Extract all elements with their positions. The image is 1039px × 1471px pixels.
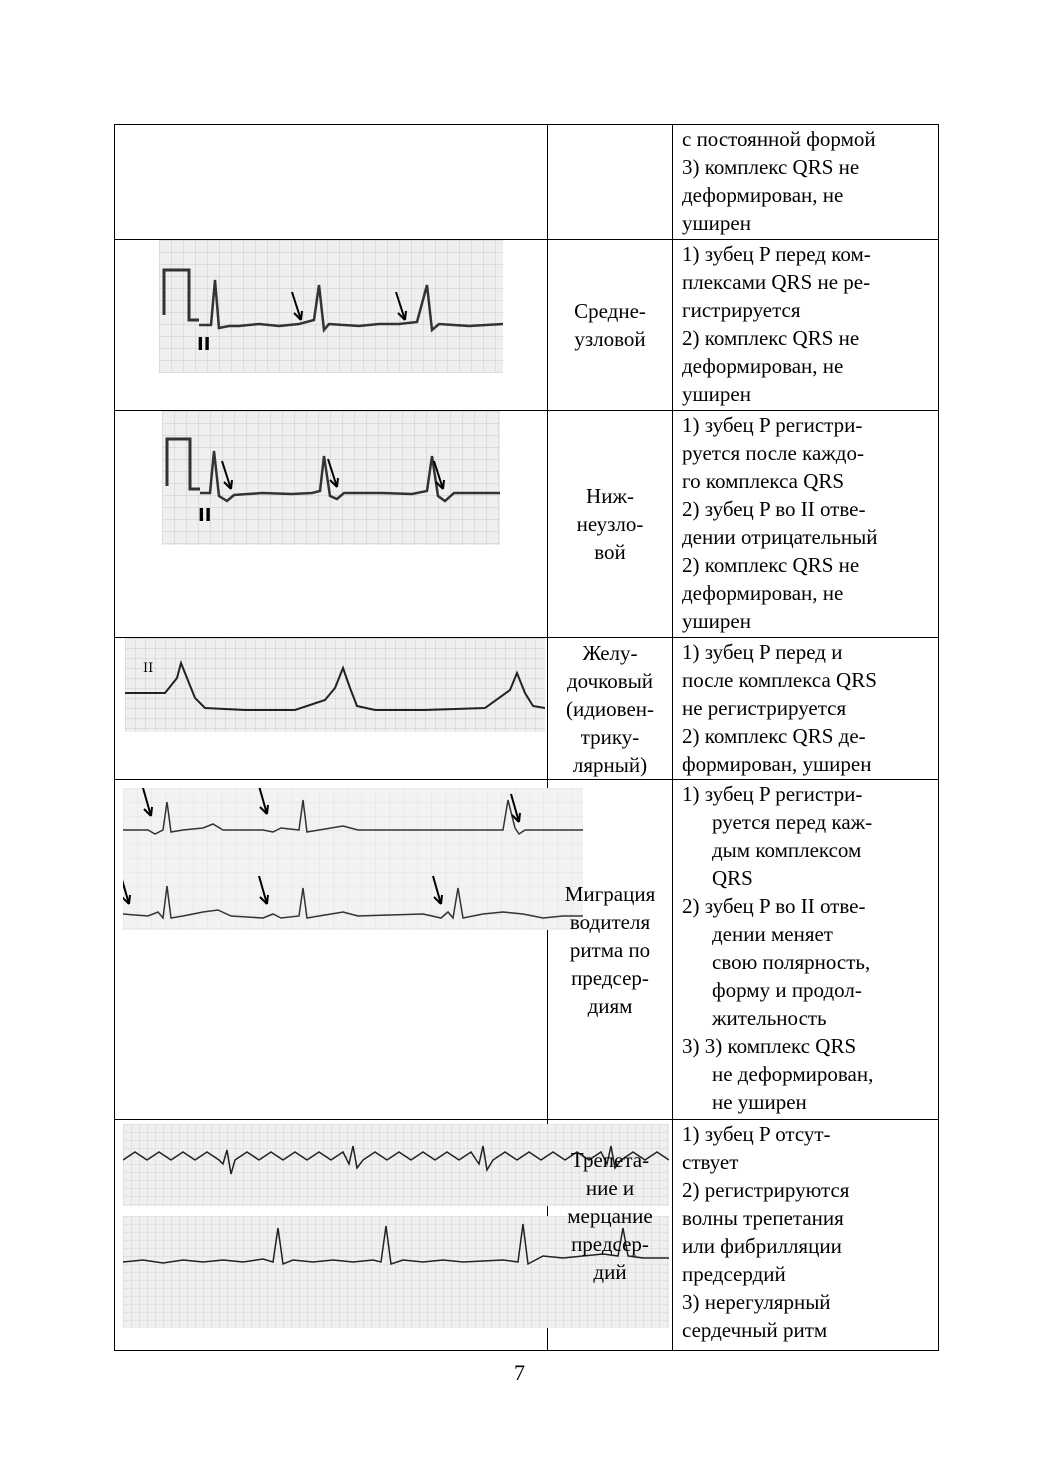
ecg-cell: [115, 638, 548, 780]
description-cell: [673, 780, 939, 1120]
desc-line: го комплекса QRS: [682, 469, 845, 493]
desc-line: гистрируется: [682, 298, 801, 322]
desc-line: дении отрицательный: [682, 525, 878, 549]
table-row: [115, 780, 939, 1120]
rhythm-name-line: Трепета-: [570, 1148, 650, 1172]
rhythm-name-line: Средне-: [574, 299, 646, 323]
table-row: [115, 411, 939, 638]
desc-line: 1) зубец P перед ком-: [682, 242, 871, 266]
desc-line: руется после каждо-: [682, 441, 864, 465]
rhythm-name-line: Миграция: [564, 882, 656, 906]
desc-line: 3) нерегулярный: [682, 1290, 831, 1314]
desc-line: 2) зубец P во II отве-: [682, 894, 866, 918]
desc-line: 1) зубец P регистри-: [682, 413, 863, 437]
rhythm-name-line: вой: [594, 540, 626, 564]
desc-line: плексами QRS не ре-: [682, 270, 871, 294]
rhythm-name-line: неузло-: [576, 512, 644, 536]
ecg-cell: [115, 411, 548, 638]
desc-line: уширен: [682, 609, 751, 633]
rhythm-name-line: водителя: [569, 910, 651, 934]
desc-line: 2) зубец P во II отве-: [682, 497, 866, 521]
desc-line: 1) зубец P отсут-: [682, 1122, 831, 1146]
rhythm-name-cell: [548, 1120, 673, 1351]
desc-line: 2) комплекс QRS де-: [682, 724, 866, 748]
desc-line: после комплекса QRS: [682, 668, 877, 692]
lead-label: II: [198, 505, 212, 526]
desc-line: уширен: [682, 382, 751, 406]
rhythm-name-line: Ниж-: [586, 484, 634, 508]
desc-line: или фибрилляции: [682, 1234, 842, 1258]
ecg-image: [125, 638, 545, 732]
table-row: [115, 240, 939, 411]
rhythm-name-line: трику-: [580, 724, 640, 749]
description-cell: [673, 125, 939, 240]
desc-line: деформирован, не: [682, 581, 844, 605]
description-cell: [673, 1120, 939, 1351]
desc-line: сердечный ритм: [682, 1318, 828, 1342]
desc-line: с постоянной формой: [682, 127, 876, 151]
desc-line: 3) комплекс QRS не: [682, 155, 860, 179]
rhythm-name-line: узловой: [574, 327, 646, 351]
desc-line: волны трепетания: [682, 1206, 844, 1230]
rhythm-name-line: дий: [593, 1260, 627, 1284]
ecg-image: [162, 411, 500, 545]
rhythm-name-line: ние и: [585, 1176, 635, 1200]
desc-line: 1) зубец P регистри-: [682, 782, 863, 806]
rhythm-name-cell: [548, 125, 673, 240]
desc-line: свою полярность,: [712, 950, 871, 974]
ecg-cell: [115, 1120, 548, 1351]
ecg-cell: [115, 240, 548, 411]
desc-line: 1) зубец P перед и: [682, 640, 843, 664]
description-cell: [673, 411, 939, 638]
desc-line: деформирован, не: [682, 354, 844, 378]
desc-line: предсердий: [682, 1262, 786, 1286]
desc-line: 2) регистрируются: [682, 1178, 850, 1202]
rhythm-name-line: предсер-: [571, 966, 649, 990]
desc-line: дым комплексом: [712, 838, 862, 862]
rhythm-name-line: мерцание: [567, 1204, 653, 1228]
rhythm-name-line: предсер-: [571, 1232, 649, 1256]
desc-line: 2) комплекс QRS не: [682, 326, 860, 350]
page-number: 7: [514, 1360, 525, 1385]
rhythm-name-line: ритма по: [569, 938, 651, 962]
description-cell: [673, 240, 939, 411]
desc-line: 2) комплекс QRS не: [682, 553, 860, 577]
desc-line: 3) 3) комплекс QRS: [682, 1034, 857, 1058]
rhythm-table: [114, 124, 939, 1351]
rhythm-name-cell: [548, 638, 673, 780]
ecg-cell: [115, 780, 548, 1120]
desc-line: не уширен: [712, 1090, 807, 1114]
desc-line: деформирован, не: [682, 183, 844, 207]
lead-label: II: [197, 334, 211, 355]
desc-line: дении меняет: [712, 922, 833, 946]
table-row: [115, 638, 939, 780]
rhythm-name-cell: [548, 780, 673, 1120]
rhythm-name-line: дочковый: [566, 668, 654, 693]
description-cell: [673, 638, 939, 780]
desc-line: уширен: [682, 211, 751, 235]
rhythm-name-cell: [548, 240, 673, 411]
rhythm-name-line: диям: [587, 994, 633, 1018]
lead-label: II: [143, 661, 154, 676]
desc-line: руется перед каж-: [712, 810, 873, 834]
table-row: [115, 1120, 939, 1351]
rhythm-name-cell: [548, 411, 673, 638]
rhythm-name-line: лярный): [572, 752, 648, 777]
rhythm-name-line: (идиовен-: [566, 696, 654, 721]
desc-line: формирован, уширен: [682, 752, 872, 776]
desc-line: ствует: [682, 1150, 739, 1174]
desc-line: не регистрируется: [682, 696, 847, 720]
table-row: [115, 125, 939, 240]
desc-line: жительность: [712, 1006, 827, 1030]
desc-line: не деформирован,: [712, 1062, 874, 1086]
rhythm-name-line: Желу-: [582, 640, 638, 665]
ecg-cell: [115, 125, 548, 240]
desc-line: QRS: [712, 866, 753, 890]
ecg-image: [123, 788, 583, 930]
desc-line: форму и продол-: [712, 978, 862, 1002]
ecg-image: [159, 240, 503, 373]
